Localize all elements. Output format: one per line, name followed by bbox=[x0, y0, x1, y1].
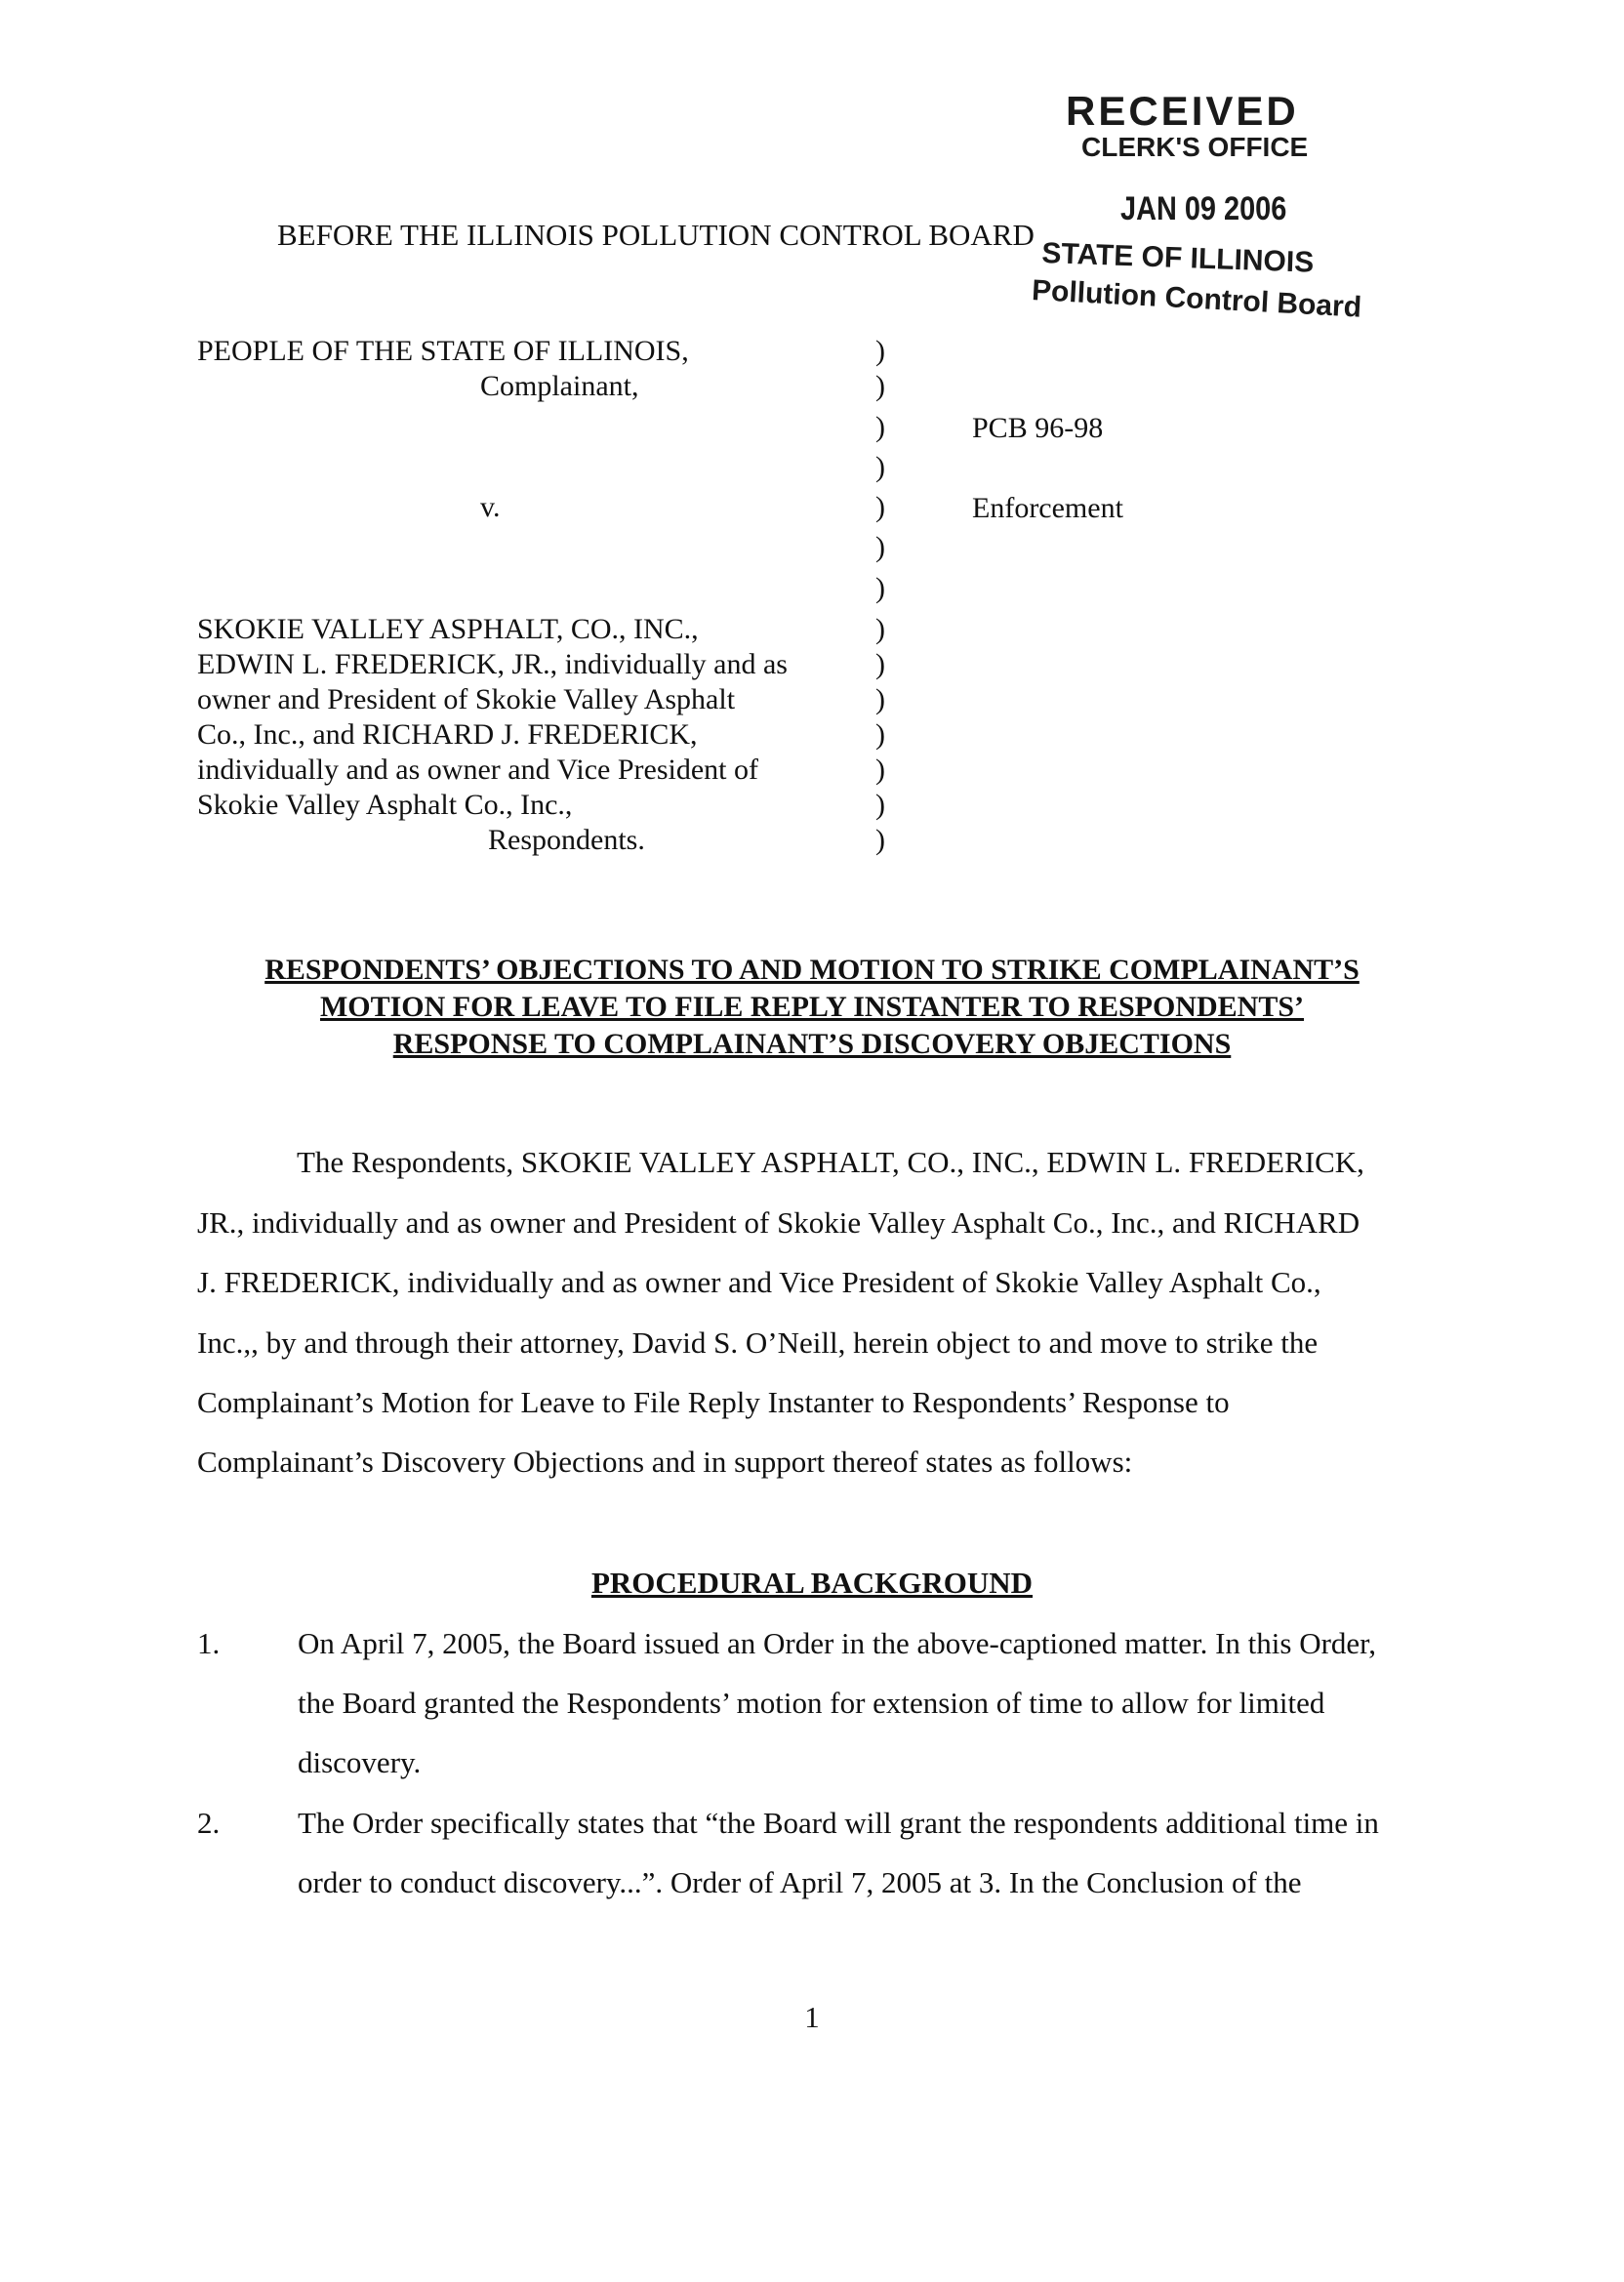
plaintiff-name: PEOPLE OF THE STATE OF ILLINOIS, bbox=[197, 335, 689, 367]
received-stamp: RECEIVED bbox=[1066, 88, 1299, 134]
stamp-clerk-office: CLERK'S OFFICE bbox=[1081, 132, 1309, 162]
caption-paren: ) bbox=[875, 370, 885, 402]
intro-line: The Respondents, SKOKIE VALLEY ASPHALT, CO., INC., EDWIN L. FREDERICK, bbox=[297, 1145, 1364, 1179]
defendant-role: Respondents. bbox=[488, 824, 645, 856]
caption-paren: ) bbox=[875, 531, 885, 563]
case-number: PCB 96-98 bbox=[972, 412, 1104, 444]
defendant-line: owner and President of Skokie Valley Asphalt bbox=[197, 683, 736, 715]
court-heading: BEFORE THE ILLINOIS POLLUTION CONTROL BOARD bbox=[277, 218, 1035, 252]
caption-paren: ) bbox=[875, 718, 885, 751]
defendant-line: individually and as owner and Vice President of bbox=[197, 754, 759, 786]
paragraph-line: the Board granted the Respondents’ motion for extension of time to allow for limited bbox=[298, 1686, 1325, 1720]
defendant-line: EDWIN L. FREDERICK, JR., individually and as bbox=[197, 648, 788, 680]
caption-paren: ) bbox=[875, 451, 885, 483]
title-line: MOTION FOR LEAVE TO FILE REPLY INSTANTER TO RESPONDENTS’ bbox=[319, 991, 1305, 1023]
caption-paren: ) bbox=[875, 683, 885, 715]
caption-paren: ) bbox=[875, 572, 885, 604]
title-line: RESPONSE TO COMPLAINANT’S DISCOVERY OBJECTIONS bbox=[392, 1028, 1232, 1060]
caption-paren: ) bbox=[875, 754, 885, 786]
paragraph-line: order to conduct discovery...”. Order of April 7, 2005 at 3. In the Conclusion of the bbox=[298, 1865, 1302, 1899]
stamp-state: STATE OF ILLINOIS bbox=[1040, 237, 1315, 279]
intro-line: J. FREDERICK, individually and as owner and Vice President of Skokie Valley Asphalt Co., bbox=[197, 1265, 1321, 1299]
paragraph-line: On April 7, 2005, the Board issued an Order in the above-captioned matter. In this Order, bbox=[298, 1626, 1377, 1660]
stamp-date: JAN 09 2006 bbox=[1120, 190, 1287, 227]
intro-line: JR., individually and as owner and President of Skokie Valley Asphalt Co., Inc., and RICHARD bbox=[197, 1205, 1360, 1240]
title-line: RESPONDENTS’ OBJECTIONS TO AND MOTION TO STRIKE COMPLAINANT’S bbox=[264, 954, 1360, 986]
defendant-line: Skokie Valley Asphalt Co., Inc., bbox=[197, 789, 573, 821]
paragraph-number: 1. bbox=[197, 1626, 221, 1660]
caption-paren: ) bbox=[875, 411, 885, 443]
paragraph-number: 2. bbox=[197, 1806, 221, 1840]
caption-paren: ) bbox=[875, 335, 885, 367]
caption-paren: ) bbox=[875, 491, 885, 523]
intro-line: Complainant’s Discovery Objections and in support thereof states as follows: bbox=[197, 1445, 1133, 1479]
caption-paren: ) bbox=[875, 789, 885, 821]
plaintiff-role: Complainant, bbox=[480, 370, 639, 402]
intro-line: Complainant’s Motion for Leave to File Reply Instanter to Respondents’ Response to bbox=[197, 1385, 1230, 1419]
caption-paren: ) bbox=[875, 613, 885, 645]
defendant-line: Co., Inc., and RICHARD J. FREDERICK, bbox=[197, 718, 698, 751]
document-title bbox=[0, 952, 1624, 1063]
section-heading: PROCEDURAL BACKGROUND bbox=[590, 1566, 1034, 1600]
caption-paren: ) bbox=[875, 648, 885, 680]
case-type: Enforcement bbox=[972, 492, 1123, 524]
defendant-line: SKOKIE VALLEY ASPHALT, CO., INC., bbox=[197, 613, 699, 645]
paragraph-line: discovery. bbox=[298, 1745, 422, 1779]
caption-paren: ) bbox=[875, 824, 885, 856]
intro-line: Inc.,, by and through their attorney, David S. O’Neill, herein object to and move to strike the bbox=[197, 1325, 1319, 1360]
page-number: 1 bbox=[804, 2000, 820, 2034]
stamp-board: Pollution Control Board bbox=[1031, 274, 1362, 324]
paragraph-line: The Order specifically states that “the Board will grant the respondents additional time in bbox=[298, 1806, 1379, 1840]
versus: v. bbox=[480, 491, 501, 523]
